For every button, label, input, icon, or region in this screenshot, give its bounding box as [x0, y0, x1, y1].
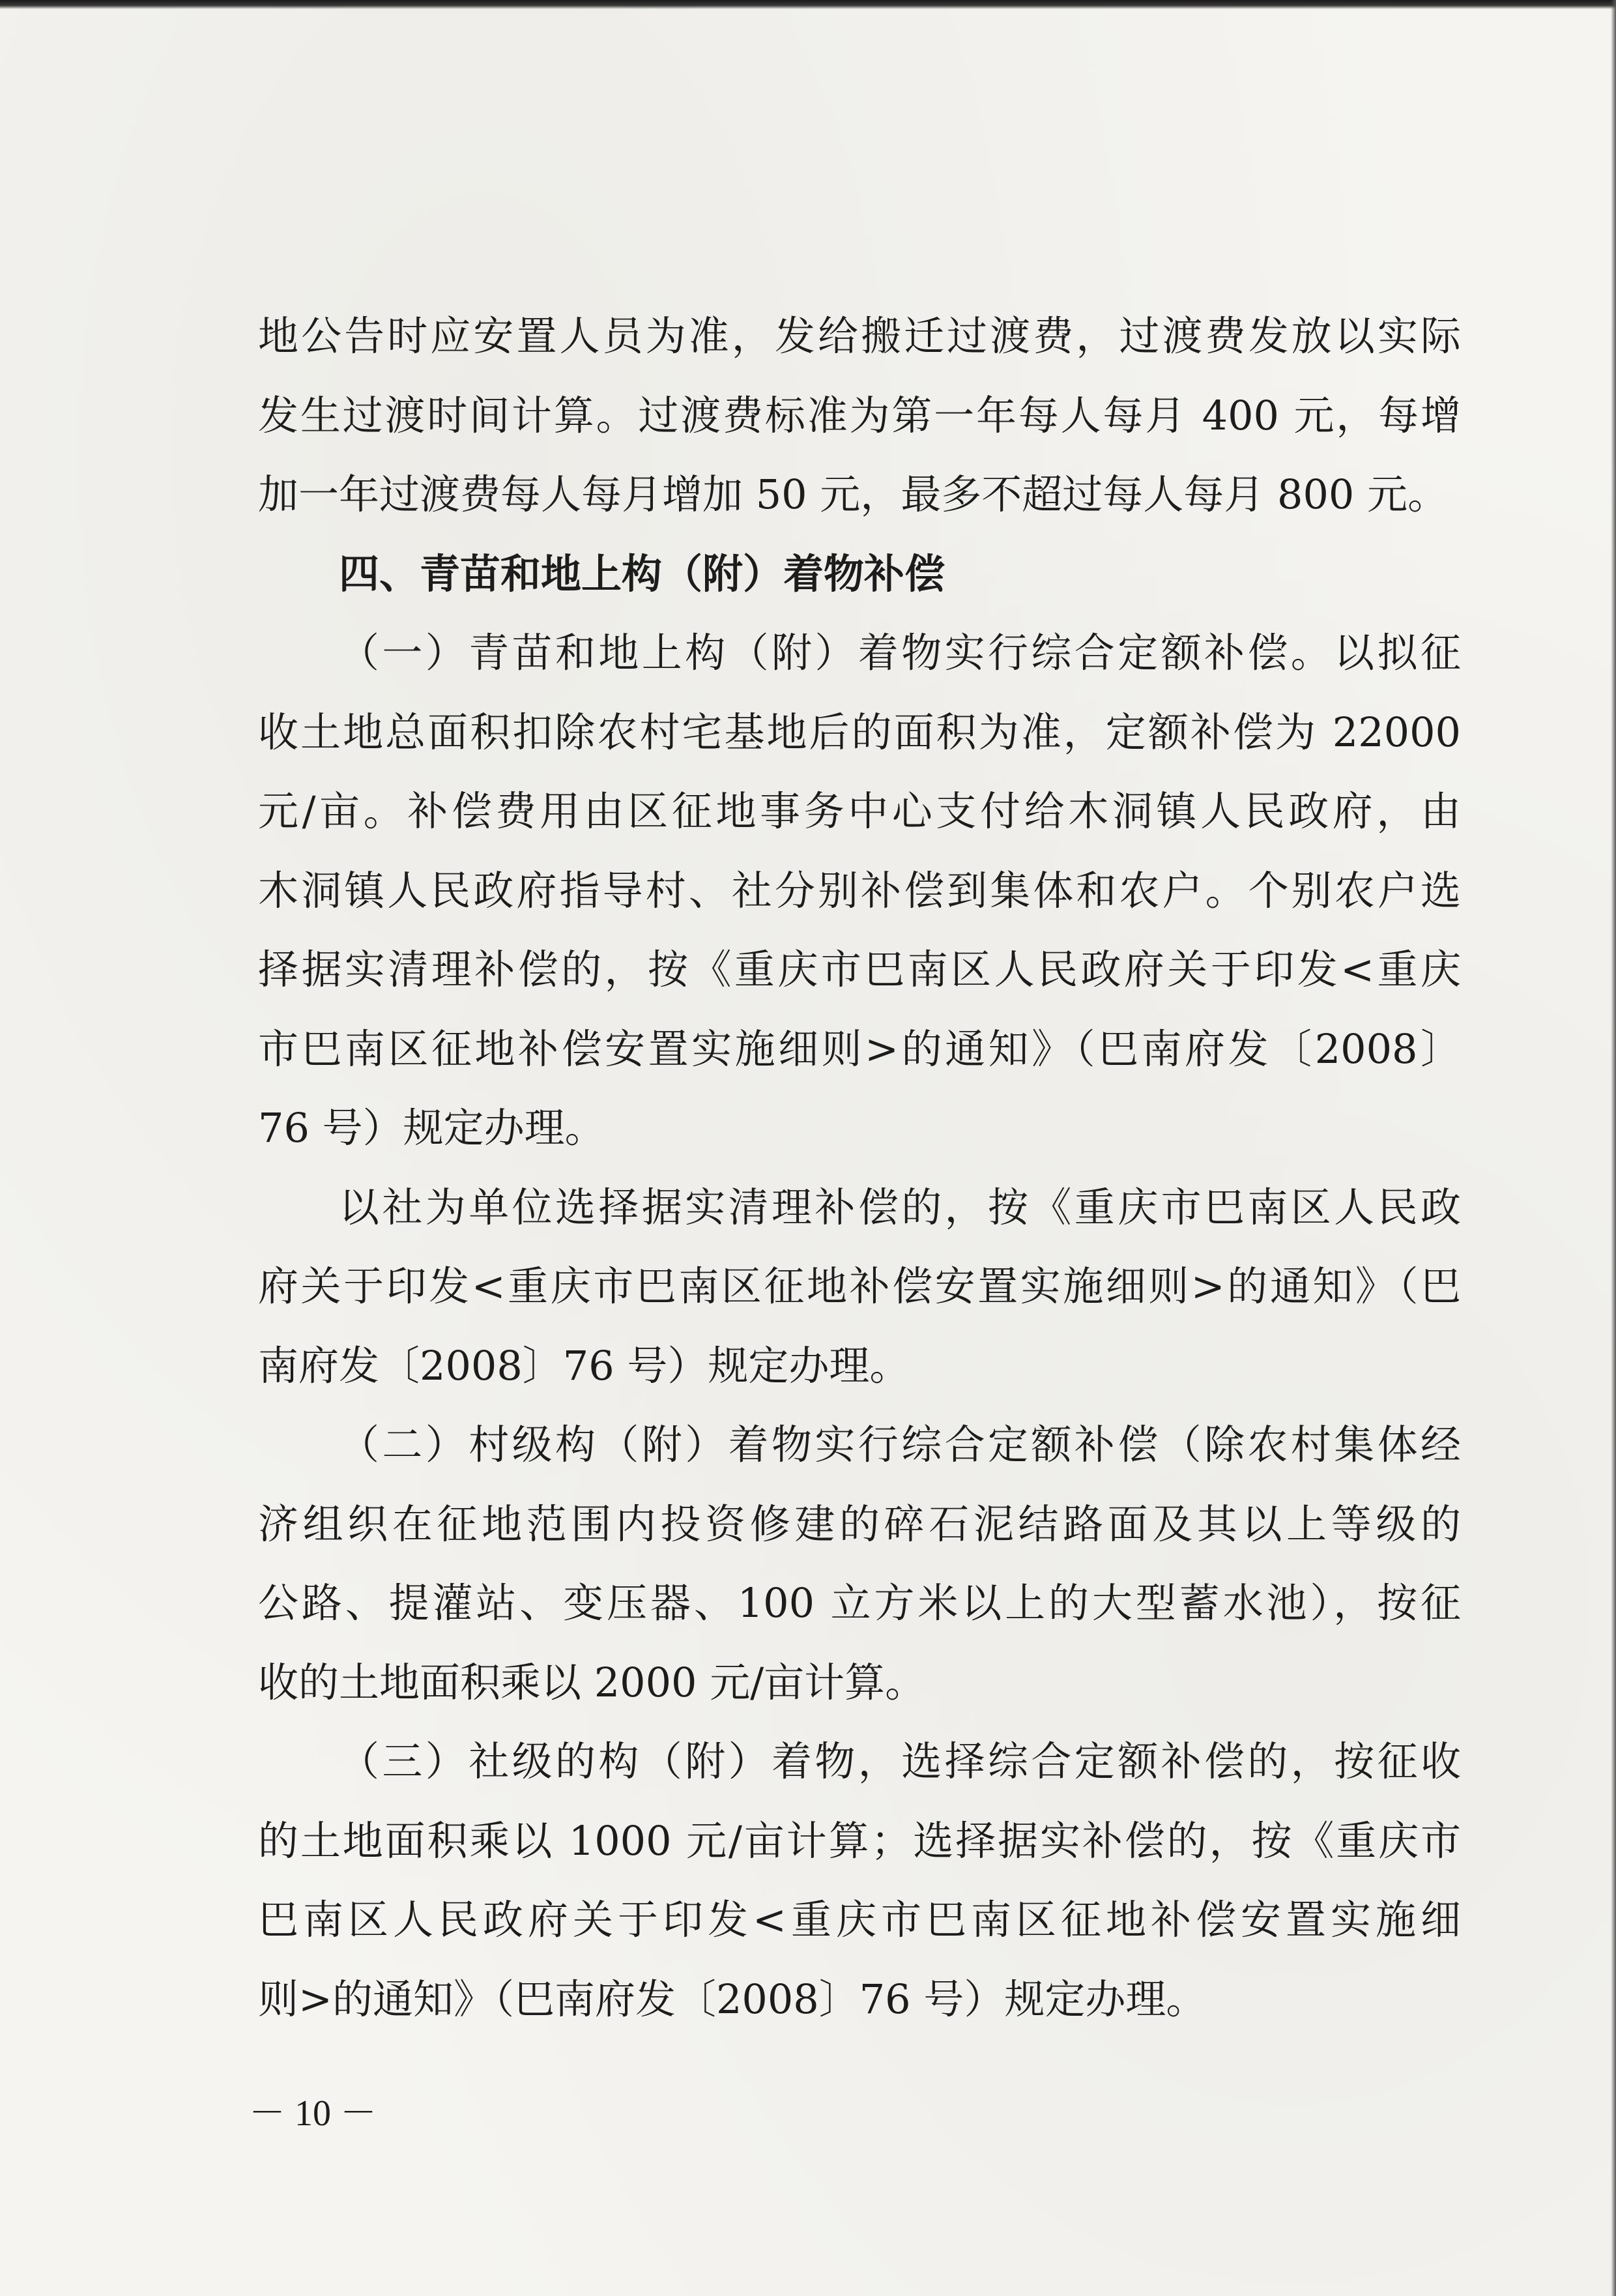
- page-number: － 10 －: [249, 2093, 377, 2134]
- text-line: 元/亩。补偿费用由区征地事务中心支付给木洞镇人民政府，由: [258, 787, 1461, 835]
- text-line: 收土地总面积扣除农村宅基地后的面积为准，定额补偿为 22000: [258, 708, 1461, 756]
- body-text: [258, 297, 1461, 2039]
- scan-edge-top: [0, 0, 1616, 9]
- text-line: 加一年过渡费每人每月增加 50 元，最多不超过每人每月 800 元。: [258, 471, 1449, 518]
- text-line: 巴南区人民政府关于印发<重庆市巴南区征地补偿安置实施细: [258, 1896, 1461, 1943]
- text-line: （二）村级构（附）着物实行综合定额补偿（除农村集体经: [339, 1421, 1461, 1468]
- scan-edge-right: [1611, 0, 1616, 2296]
- text-line: 择据实清理补偿的，按《重庆市巴南区人民政府关于印发<重庆: [258, 946, 1461, 993]
- text-line: 市巴南区征地补偿安置实施细则>的通知》（巴南府发〔2008〕: [258, 1024, 1461, 1073]
- section-heading: 四、青苗和地上构（附）着物补偿: [339, 549, 945, 598]
- text-line: （一）青苗和地上构（附）着物实行综合定额补偿。以拟征: [339, 629, 1461, 676]
- text-line: 济组织在征地范围内投资修建的碎石泥结路面及其以上等级的: [258, 1500, 1461, 1548]
- text-line: （三）社级的构（附）着物，选择综合定额补偿的，按征收: [339, 1737, 1461, 1785]
- text-line: 收的土地面积乘以 2000 元/亩计算。: [258, 1658, 926, 1706]
- text-line: 府关于印发<重庆市巴南区征地补偿安置实施细则>的通知》（巴: [258, 1262, 1461, 1310]
- text-line: 76 号）规定办理。: [258, 1104, 605, 1152]
- text-line: 的土地面积乘以 1000 元/亩计算；选择据实补偿的，按《重庆市: [258, 1816, 1461, 1865]
- text-line: 地公告时应安置人员为准，发给搬迁过渡费，过渡费发放以实际: [258, 312, 1461, 360]
- text-line: 木洞镇人民政府指导村、社分别补偿到集体和农户。个别农户选: [258, 866, 1461, 914]
- text-line: 南府发〔2008〕76 号）规定办理。: [258, 1341, 910, 1389]
- text-line: 发生过渡时间计算。过渡费标准为第一年每人每月 400 元，每增: [258, 391, 1461, 439]
- text-line: 以社为单位选择据实清理补偿的，按《重庆市巴南区人民政: [339, 1183, 1461, 1231]
- text-line: 则>的通知》（巴南府发〔2008〕76 号）规定办理。: [258, 1975, 1207, 2023]
- text-line: 公路、提灌站、变压器、100 立方米以上的大型蓄水池），按征: [258, 1579, 1461, 1627]
